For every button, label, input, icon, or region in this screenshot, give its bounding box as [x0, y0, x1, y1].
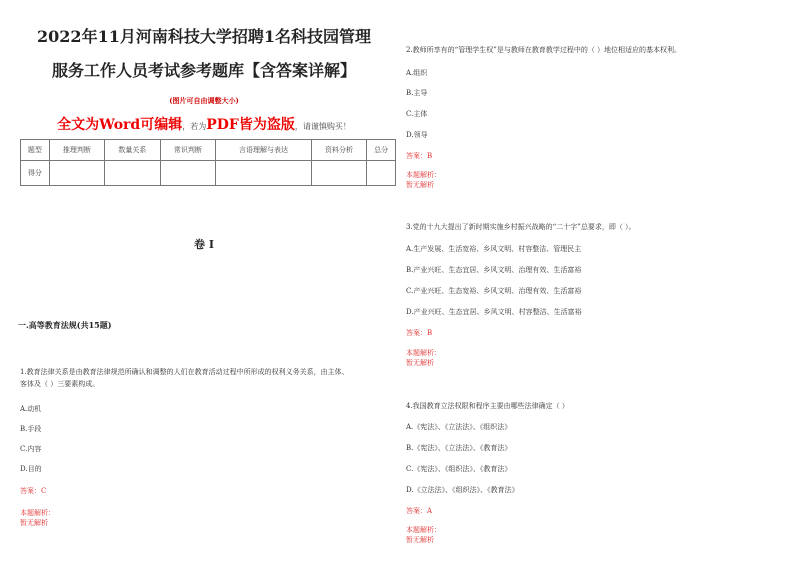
question-2-option-b[interactable]: B.主导: [406, 89, 428, 97]
question-3-option-d[interactable]: D.产业兴旺、生态宜居、乡风文明、村容整洁、生活富裕: [406, 308, 582, 316]
score-cell[interactable]: [49, 161, 104, 186]
section-heading: 一.高等教育法规(共15题): [18, 320, 112, 330]
score-header-cell: 言语理解与表达: [216, 140, 312, 161]
question-1-option-d[interactable]: D.目的: [20, 465, 42, 473]
score-table-score-row: [21, 161, 396, 186]
question-4-option-b[interactable]: B.《宪法》、《立法法》、《教育法》: [406, 444, 512, 452]
question-3-option-c[interactable]: C.产业兴旺、生态宽裕、乡风文明、治理有效、生活富裕: [406, 287, 582, 295]
question-1-option-b[interactable]: B.手段: [20, 425, 42, 433]
score-cell[interactable]: [216, 161, 312, 186]
explanation-text: 暂无解析: [406, 359, 434, 367]
score-header-cell: 数量关系: [105, 140, 160, 161]
explanation-label: 本题解析：: [406, 171, 441, 179]
question-1-explanation: [20, 508, 55, 528]
explanation-label: 本题解析：: [406, 526, 441, 534]
question-4-option-d[interactable]: D.《立法法》、《组织法》、《教育法》: [406, 486, 519, 494]
question-3-explanation: [406, 348, 441, 368]
question-1-option-c[interactable]: C.内容: [20, 445, 42, 453]
explanation-label: 本题解析：: [20, 509, 55, 517]
score-table-header-row: [21, 140, 396, 161]
score-header-cell: 题型: [21, 140, 50, 161]
question-stem-line: 客体及（ ）三要素构成。: [20, 380, 100, 388]
explanation-text: 暂无解析: [20, 519, 48, 527]
question-3-answer: 答案：B: [406, 329, 433, 337]
question-3-option-b[interactable]: B.产业兴旺、生态宜居、乡风文明、治理有效、生活富裕: [406, 266, 582, 274]
image-note: (图片可自由调整大小): [169, 96, 239, 105]
question-4-explanation: [406, 525, 441, 545]
score-cell[interactable]: [367, 161, 396, 186]
question-3-option-a[interactable]: A.生产发展、生活宽裕、乡风文明、村容整洁、管理民主: [406, 245, 582, 253]
explanation-label: 本题解析：: [406, 349, 441, 357]
question-4-stem: 4.我国教育立法权限和程序主要由哪些法律确定（ ）: [406, 402, 569, 410]
volume-heading: 卷 I: [194, 238, 214, 251]
score-cell[interactable]: [311, 161, 366, 186]
banner-sep: ，若为: [182, 122, 207, 131]
question-2-stem: 2.教师所享有的“管理学生权”是与教师在教育教学过程中的（ ）地位相适应的基本权利。: [406, 46, 682, 54]
question-2-answer: 答案：B: [406, 152, 433, 160]
explanation-text: 暂无解析: [406, 536, 434, 544]
score-cell[interactable]: [160, 161, 215, 186]
question-3-stem: 3.党的十九大提出了新时期实施乡村振兴战略的“二十字”总要求，即（ ）。: [406, 223, 636, 231]
question-4-option-c[interactable]: C.《宪法》、《组织法》、《教育法》: [406, 465, 512, 473]
question-1-answer: 答案：C: [20, 487, 47, 495]
question-2-option-a[interactable]: A.组织: [406, 69, 428, 77]
score-header-cell: 常识判断: [160, 140, 215, 161]
copyright-banner: [18, 114, 390, 134]
question-2-explanation: [406, 170, 441, 190]
score-header-cell: 资料分析: [311, 140, 366, 161]
question-2-option-c[interactable]: C.主体: [406, 110, 428, 118]
score-cell[interactable]: [105, 161, 160, 186]
question-1-option-a[interactable]: A.动机: [20, 405, 42, 413]
score-header-cell: 总分: [367, 140, 396, 161]
score-row-label: 得分: [21, 161, 50, 186]
question-4-option-a[interactable]: A.《宪法》、《立法法》、《组织法》: [406, 423, 512, 431]
question-4-answer: 答案：A: [406, 507, 433, 515]
score-table: [20, 139, 396, 186]
banner-tail: ，请谨慎购买！: [294, 122, 351, 131]
question-2-option-d[interactable]: D.领导: [406, 131, 428, 139]
score-header-cell: 推理判断: [49, 140, 104, 161]
explanation-text: 暂无解析: [406, 181, 434, 189]
document-title-line1: 2022年11月河南科技大学招聘1名科技园管理: [37, 27, 371, 46]
question-stem-line: 1.教育法律关系是由教育法律规范所确认和调整的人们在教育活动过程中所形成的权利义务关系，由主体、: [20, 368, 349, 376]
banner-pdf: PDF皆为盗版: [206, 117, 295, 133]
document-title-line2: 服务工作人员考试参考题库【含答案详解】: [51, 61, 356, 80]
question-1-stem: [20, 366, 392, 390]
banner-main: 全文为Word可编辑: [57, 117, 183, 133]
